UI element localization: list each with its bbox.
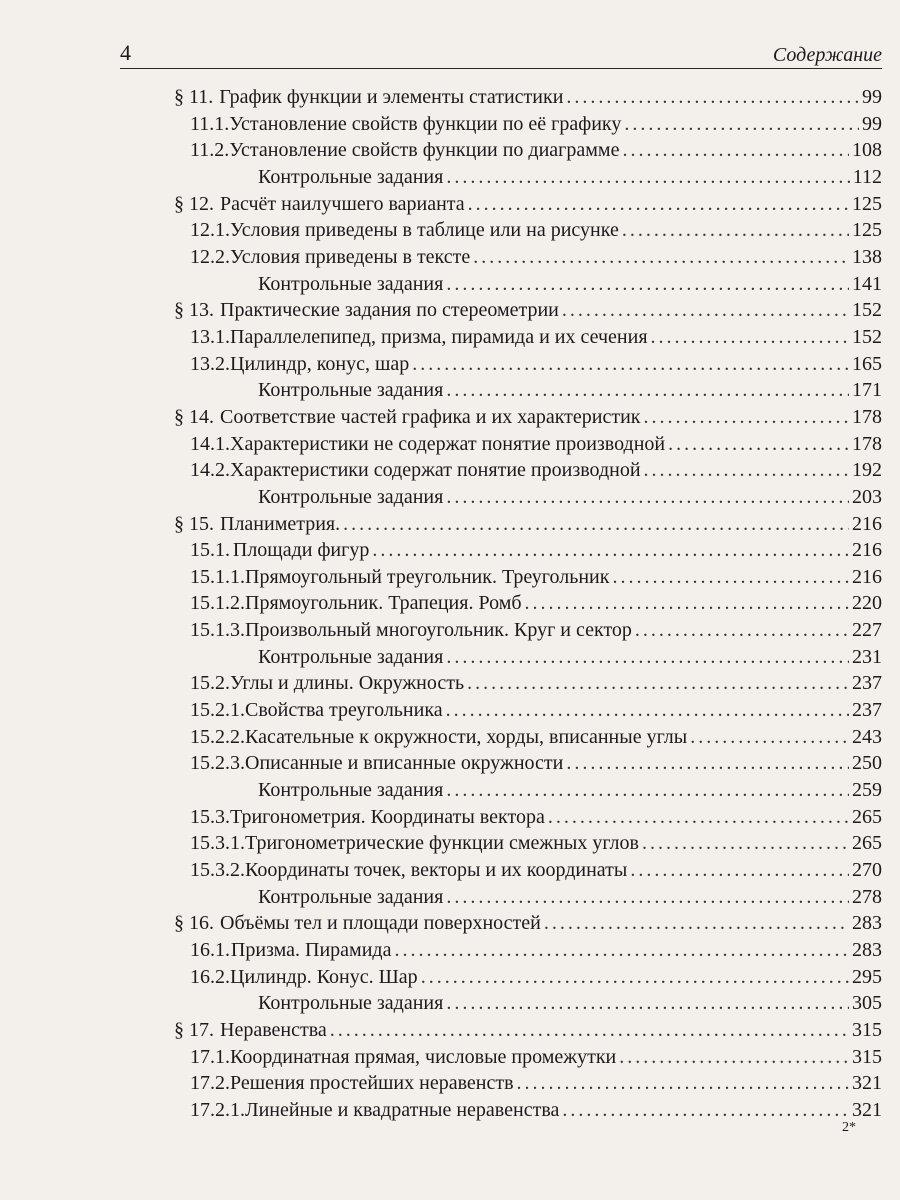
entry-title: Решения простейших неравенств [230, 1072, 514, 1095]
toc-subsection [174, 964, 882, 991]
entry-page: 305 [852, 992, 882, 1015]
dot-leader [394, 937, 849, 964]
dot-leader [544, 910, 849, 937]
entry-number: § 14. [174, 405, 214, 428]
toc-control-tasks [174, 777, 882, 804]
entry-title: Условия приведены в таблице или на рисунке [230, 219, 619, 242]
entry-title: Соответствие частей графика и их характеристик [220, 405, 641, 428]
entry-page: 315 [852, 1045, 882, 1068]
entry-number: 12.2. [190, 245, 230, 268]
toc-subsection [174, 217, 882, 244]
toc-control-tasks [174, 164, 882, 191]
entry-title: Произвольный многоугольник. Круг и сектор [245, 619, 632, 642]
entry-title: Контрольные задания [258, 885, 444, 908]
entry-number: 16.1. [190, 939, 230, 961]
toc-subsection [174, 137, 882, 164]
dot-leader [624, 111, 859, 138]
entry-title: Контрольные задания [258, 165, 444, 188]
toc-subsection [174, 724, 882, 751]
entry-title: Контрольные задания [258, 992, 444, 1015]
entry-title: Углы и длины. Окружность [230, 672, 465, 695]
entry-number: 17.1. [190, 1045, 230, 1068]
entry-title: Касательные к окружности, хорды, вписанные углы [245, 725, 688, 748]
toc-subsection [174, 617, 882, 644]
entry-page: 321 [852, 1072, 882, 1095]
entry-number: 13.2. [190, 352, 230, 375]
toc-section [174, 1017, 882, 1044]
toc-control-tasks [174, 484, 882, 511]
toc-control-tasks [174, 644, 882, 671]
entry-number: 15.2.1. [190, 699, 245, 722]
toc-section [174, 191, 882, 218]
toc-section [174, 910, 882, 937]
entry-page: 171 [852, 379, 882, 402]
toc-subsection [174, 244, 882, 271]
dot-leader [622, 137, 849, 164]
toc-subsection [174, 1070, 882, 1097]
entry-number: 15.1. [190, 539, 230, 562]
entry-number: § 16. [174, 912, 214, 935]
entry-number: 17.2.1. [190, 1098, 245, 1121]
entry-page: 152 [852, 325, 882, 348]
dot-leader [562, 1097, 849, 1124]
dot-leader [421, 964, 849, 991]
toc-section [174, 297, 882, 324]
toc-subsection [174, 537, 882, 564]
entry-page: 321 [852, 1098, 882, 1121]
toc-subsection [174, 857, 882, 884]
entry-page: 192 [852, 459, 882, 482]
dot-leader [446, 164, 849, 191]
entry-page: 259 [852, 779, 882, 802]
entry-number: 16.2. [190, 965, 230, 988]
toc-control-tasks [174, 884, 882, 911]
entry-page: 283 [852, 939, 882, 961]
dot-leader [612, 564, 849, 591]
entry-number: 11.1. [190, 112, 230, 135]
toc-section [174, 84, 882, 111]
dot-leader [330, 1017, 849, 1044]
dot-leader [562, 297, 849, 324]
entry-number: 14.1. [190, 432, 230, 455]
entry-title: Тригонометрия. Координаты вектора [230, 805, 545, 828]
entry-number: 15.2.3. [190, 752, 245, 775]
dot-leader [635, 617, 849, 644]
entry-title: Параллелепипед, призма, пирамида и их сечения [230, 325, 648, 348]
dot-leader [668, 431, 849, 458]
entry-title: Прямоугольник. Трапеция. Ромб [245, 592, 522, 615]
dot-leader [446, 484, 849, 511]
toc-subsection [174, 670, 882, 697]
dot-leader [372, 537, 849, 564]
entry-title: Объёмы тел и площади поверхностей [220, 912, 541, 935]
table-of-contents [174, 84, 882, 1124]
dot-leader [343, 511, 849, 538]
dot-leader [525, 590, 849, 617]
dot-leader [690, 724, 849, 751]
entry-number: § 13. [174, 299, 214, 322]
entry-title: Контрольные задания [258, 779, 444, 802]
entry-number: § 17. [174, 1018, 214, 1041]
entry-page: 178 [852, 405, 882, 428]
toc-subsection [174, 1097, 882, 1124]
entry-title: Координаты точек, векторы и их координаты [245, 859, 628, 882]
entry-title: Цилиндр. Конус. Шар [230, 965, 418, 988]
dot-leader [644, 457, 849, 484]
toc-subsection [174, 830, 882, 857]
signature-mark: 2* [842, 1120, 856, 1135]
dot-leader [517, 1070, 849, 1097]
entry-page: 125 [852, 219, 882, 242]
entry-title: Цилиндр, конус, шар [230, 352, 410, 375]
toc-subsection [174, 697, 882, 724]
entry-number: 13.1. [190, 325, 230, 348]
entry-number: 15.1.1. [190, 565, 245, 588]
entry-number: § 15. [174, 512, 214, 535]
entry-title: Описанные и вписанные окружности [245, 752, 564, 775]
dot-leader [566, 84, 859, 111]
entry-number: 14.2. [190, 459, 230, 482]
entry-page: 125 [852, 192, 882, 215]
dot-leader [468, 191, 849, 218]
entry-page: 250 [852, 752, 882, 775]
entry-title: Контрольные задания [258, 272, 444, 295]
entry-title: Неравенства [220, 1018, 327, 1041]
entry-page: 112 [852, 165, 882, 188]
entry-page: 278 [852, 885, 882, 908]
entry-title: Призма. Пирамида [230, 939, 392, 961]
entry-title: Контрольные задания [258, 485, 444, 508]
entry-number: § 12. [174, 192, 214, 215]
dot-leader [412, 351, 849, 378]
entry-number: 15.2.2. [190, 725, 245, 748]
entry-title: Координатная прямая, числовые промежутки [230, 1045, 617, 1068]
toc-subsection [174, 804, 882, 831]
entry-title: Планиметрия. [220, 512, 341, 535]
entry-number: 15.3. [190, 805, 230, 828]
toc-subsection [174, 457, 882, 484]
toc-subsection [174, 937, 882, 964]
entry-number: 15.1.3. [190, 619, 245, 642]
dot-leader [644, 404, 849, 431]
entry-page: 216 [852, 512, 882, 535]
entry-page: 231 [852, 645, 882, 668]
entry-page: 141 [852, 272, 882, 295]
toc-section [174, 511, 882, 538]
entry-page: 138 [852, 245, 882, 268]
toc-subsection [174, 111, 882, 138]
dot-leader [548, 804, 849, 831]
toc-subsection [174, 750, 882, 777]
dot-leader [651, 324, 849, 351]
toc-subsection [174, 590, 882, 617]
entry-page: 237 [852, 699, 882, 722]
entry-page: 99 [862, 112, 882, 135]
entry-page: 283 [852, 912, 882, 935]
entry-page: 265 [852, 805, 882, 828]
dot-leader [446, 377, 849, 404]
entry-title: Площади фигур [232, 539, 370, 562]
entry-number: 15.1.2. [190, 592, 245, 615]
dot-leader [566, 750, 849, 777]
entry-page: 152 [852, 299, 882, 322]
toc-subsection [174, 324, 882, 351]
toc-control-tasks [174, 377, 882, 404]
dot-leader [446, 884, 849, 911]
entry-number: 15.2. [190, 672, 230, 695]
entry-title: Характеристики не содержат понятие производной [230, 432, 666, 455]
toc-subsection [174, 351, 882, 378]
entry-page: 216 [852, 539, 882, 562]
entry-page: 178 [852, 432, 882, 455]
entry-page: 315 [852, 1018, 882, 1041]
entry-page: 108 [852, 139, 882, 162]
dot-leader [622, 217, 849, 244]
entry-title: Расчёт наилучшего варианта [220, 192, 465, 215]
dot-leader [446, 990, 849, 1017]
dot-leader [446, 777, 849, 804]
dot-leader [446, 697, 849, 724]
page-number: 4 [120, 40, 131, 65]
entry-title: Линейные и квадратные неравенства [245, 1098, 560, 1121]
entry-page: 220 [852, 592, 882, 615]
entry-page: 237 [852, 672, 882, 695]
entry-number: 11.2. [190, 139, 230, 162]
entry-page: 265 [852, 832, 882, 855]
dot-leader [619, 1044, 849, 1071]
entry-number: 17.2. [190, 1072, 230, 1095]
toc-subsection [174, 1044, 882, 1071]
dot-leader [642, 830, 849, 857]
entry-page: 216 [852, 565, 882, 588]
entry-number: 12.1. [190, 219, 230, 242]
entry-title: Прямоугольный треугольник. Треугольник [245, 565, 610, 588]
entry-page: 99 [862, 86, 882, 108]
dot-leader [467, 670, 849, 697]
entry-title: График функции и элементы статистики [219, 86, 564, 108]
entry-title: Тригонометрические функции смежных углов [245, 832, 639, 855]
entry-number: 15.3.2. [190, 859, 245, 882]
entry-page: 243 [852, 725, 882, 748]
entry-title: Условия приведены в тексте [230, 245, 471, 268]
dot-leader [446, 271, 849, 298]
running-title: Содержание [772, 44, 882, 66]
toc-control-tasks [174, 990, 882, 1017]
entry-page: 227 [852, 619, 882, 642]
entry-title: Характеристики содержат понятие производной [230, 459, 641, 482]
entry-page: 295 [852, 965, 882, 988]
toc-subsection [174, 431, 882, 458]
entry-title: Контрольные задания [258, 379, 444, 402]
toc-section [174, 404, 882, 431]
entry-page: 165 [852, 352, 882, 375]
running-header [120, 38, 882, 69]
dot-leader [473, 244, 849, 271]
entry-number: § 11. [174, 86, 214, 108]
entry-page: 203 [852, 485, 882, 508]
entry-page: 270 [852, 859, 882, 882]
entry-title: Установление свойств функции по диаграмме [229, 139, 620, 162]
toc-control-tasks [174, 271, 882, 298]
entry-number: 15.3.1. [190, 832, 245, 855]
entry-title: Практические задания по стереометрии [220, 299, 559, 322]
dot-leader [446, 644, 849, 671]
entry-title: Контрольные задания [258, 645, 444, 668]
entry-title: Свойства треугольника [245, 699, 443, 722]
toc-subsection [174, 564, 882, 591]
entry-title: Установление свойств функции по её графику [229, 112, 622, 135]
dot-leader [630, 857, 849, 884]
